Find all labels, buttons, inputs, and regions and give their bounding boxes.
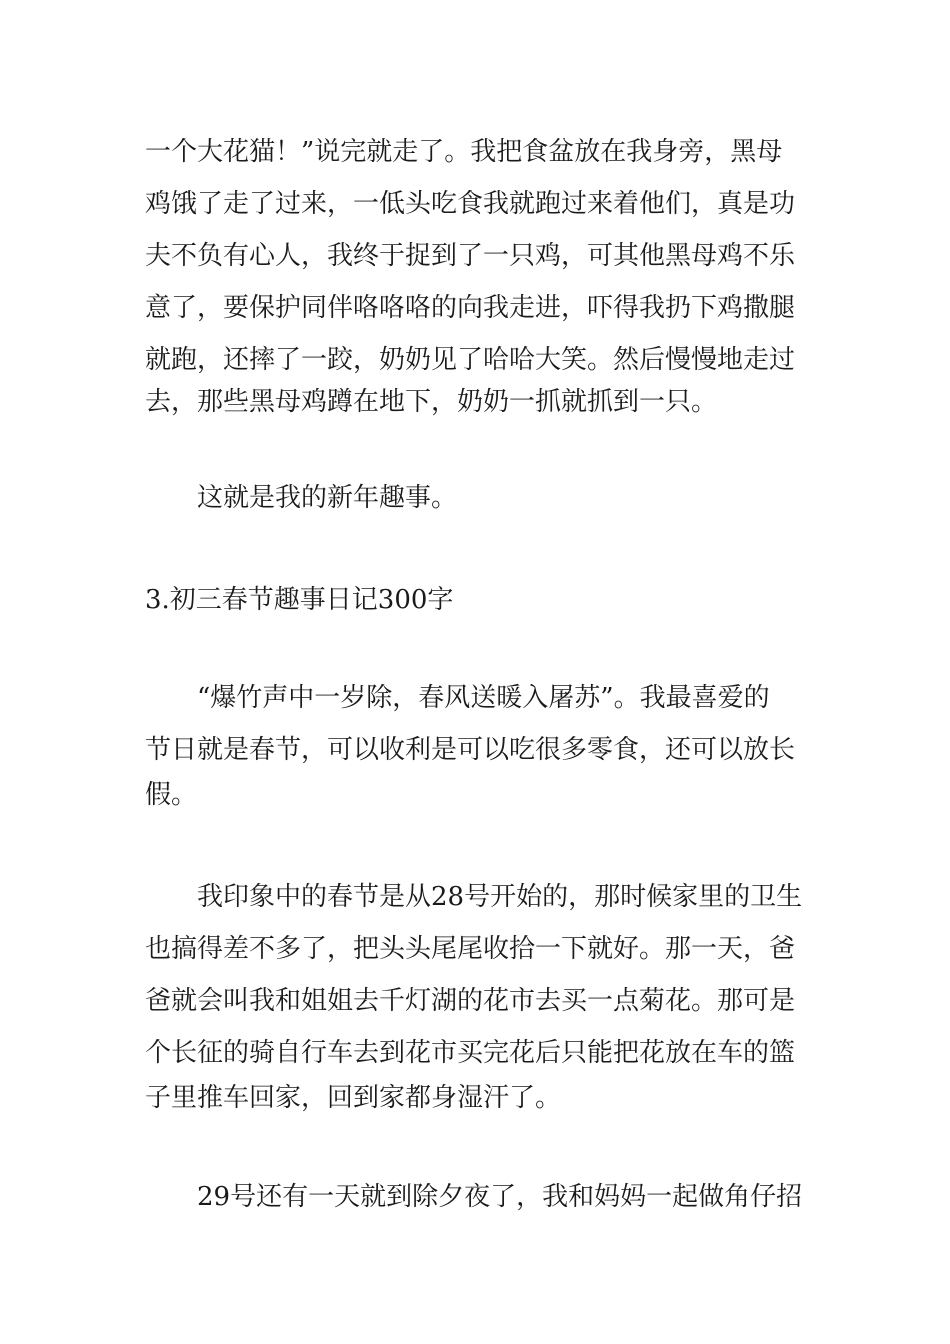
section-heading: 3.初三春节趣事日记300字 [145, 585, 454, 615]
text-line: 也搞得差不多了，把头头尾尾收拾一下就好。那一天，爸 [145, 934, 796, 964]
text-line: 子里推车回家，回到家都身湿汗了。 [145, 1083, 562, 1113]
text-line: 假。 [145, 780, 198, 810]
text-line: 爸就会叫我和姐姐去千灯湖的花市去买一点菊花。那可是 [145, 986, 796, 1016]
text-line: “爆竹声中一岁除，春风送暖入屠苏”。我最喜爱的 [197, 683, 770, 713]
text-line: 夫不负有心人，我终于捉到了一只鸡，可其他黑母鸡不乐 [145, 241, 796, 271]
text-line: 这就是我的新年趣事。 [197, 483, 458, 513]
text-line: 节日就是春节，可以收利是可以吃很多零食，还可以放长 [145, 735, 796, 765]
text-line: 鸡饿了走了过来，一低头吃食我就跑过来着他们，真是功 [145, 189, 796, 219]
text-line: 就跑，还摔了一跤，奶奶见了哈哈大笑。然后慢慢地走过 [145, 345, 796, 375]
text-line: 去，那些黑母鸡蹲在地下，奶奶一抓就抓到一只。 [145, 387, 718, 417]
text-line: 意了，要保护同伴咯咯咯的向我走进，吓得我扔下鸡撒腿 [145, 293, 796, 323]
text-line: 一个大花猫！”说完就走了。我把食盆放在我身旁，黑母 [145, 137, 783, 167]
text-line: 我印象中的春节是从28号开始的，那时候家里的卫生 [197, 882, 803, 912]
text-line: 29号还有一天就到除夕夜了，我和妈妈一起做角仔招 [197, 1182, 803, 1212]
text-line: 个长征的骑自行车去到花市买完花后只能把花放在车的篮 [145, 1038, 796, 1068]
